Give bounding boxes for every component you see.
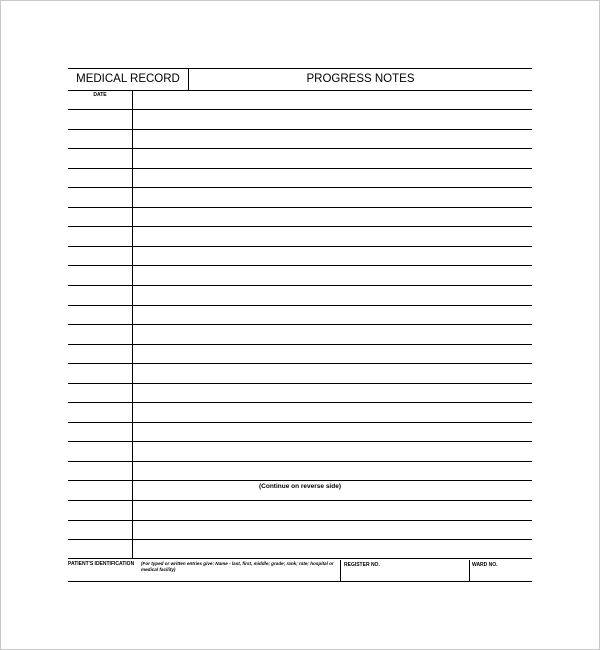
note-row-line	[68, 207, 532, 208]
register-number-field[interactable]	[340, 560, 470, 581]
note-row-line	[68, 500, 532, 501]
note-row-line	[68, 285, 532, 286]
note-row-line	[68, 441, 532, 442]
note-row-line	[68, 480, 532, 481]
note-row-line	[68, 148, 532, 149]
note-row-line	[68, 344, 532, 345]
note-row-line	[68, 129, 532, 130]
note-row-line	[68, 520, 532, 521]
note-row-line	[68, 265, 532, 266]
note-row-line	[68, 226, 532, 227]
note-row-line	[68, 363, 532, 364]
continue-note: (Continue on reverse side)	[259, 483, 341, 490]
date-column-header: DATE	[93, 92, 107, 98]
note-row-line	[68, 187, 532, 188]
note-row-line	[68, 168, 532, 169]
ward-number-field[interactable]	[469, 560, 532, 581]
note-row-line	[68, 539, 532, 540]
note-row-line	[68, 461, 532, 462]
form-header	[68, 68, 532, 91]
note-row-line	[68, 305, 532, 306]
note-row-line	[68, 402, 532, 403]
patient-identification-instructions: (For typed or written entries give: Name - last, first, middle; grade; rank; rate; hospital or medical facility)	[141, 561, 334, 572]
patient-identification-label: PATIENT'S IDENTIFICATION	[68, 561, 135, 567]
note-row-line	[68, 109, 532, 110]
medical-record-title: MEDICAL RECORD	[68, 69, 189, 90]
progress-notes-title: PROGRESS NOTES	[306, 73, 415, 85]
note-row-line	[68, 422, 532, 423]
register-number-label: REGISTER NO.	[344, 562, 380, 568]
note-row-line	[68, 383, 532, 384]
note-row-line	[68, 324, 532, 325]
note-row-line	[68, 246, 532, 247]
ward-number-label: WARD NO.	[472, 562, 498, 568]
form-footer	[68, 560, 532, 582]
